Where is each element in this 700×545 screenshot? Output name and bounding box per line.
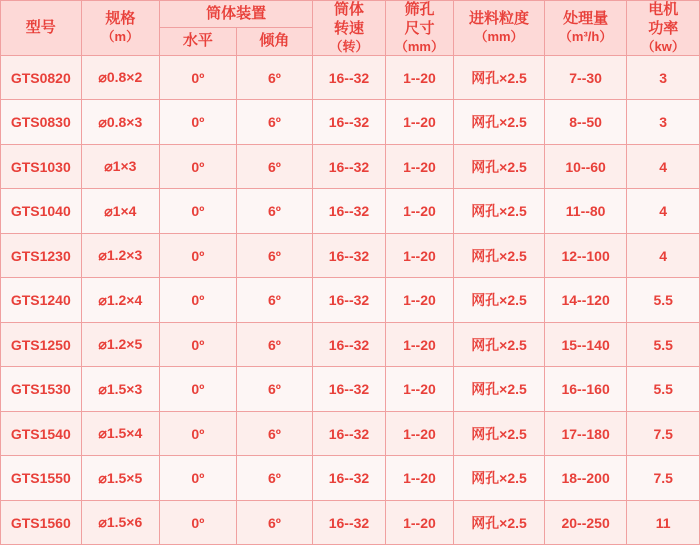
header-cell-model [1, 1, 82, 56]
cell-angle: 6º [236, 55, 313, 100]
table-row [1, 278, 700, 323]
cell-model: GTS0820 [1, 55, 82, 100]
header-mesh-line3: （mm） [394, 38, 444, 54]
table-row [1, 55, 700, 100]
cell-spec: ⌀1.2×3 [81, 233, 160, 278]
header-cell-power [627, 1, 700, 56]
header-cell-mesh [385, 1, 453, 56]
header-feed-line2: （mm） [474, 29, 524, 45]
cell-angle: 6º [236, 100, 313, 145]
cell-angle: 6º [236, 144, 313, 189]
cell-capacity: 7--30 [544, 55, 627, 100]
cell-speed: 16--32 [313, 144, 386, 189]
cell-mesh: 1--20 [385, 322, 453, 367]
header-speed-line3: （转） [329, 38, 369, 54]
cell-mesh: 1--20 [385, 233, 453, 278]
cell-feed: 网孔×2.5 [454, 55, 545, 100]
cell-capacity: 16--160 [544, 367, 627, 412]
header-power-line1: 电机 [648, 1, 679, 18]
table-row [1, 500, 700, 545]
cell-horizontal: 0º [160, 55, 237, 100]
cell-mesh: 1--20 [385, 100, 453, 145]
cell-spec: ⌀1.5×3 [81, 367, 160, 412]
cell-power: 4 [627, 233, 700, 278]
cell-speed: 16--32 [313, 500, 386, 545]
cell-model: GTS1540 [1, 411, 82, 456]
table-row [1, 367, 700, 412]
cell-capacity: 17--180 [544, 411, 627, 456]
header-cell-speed [313, 1, 386, 56]
cell-capacity: 15--140 [544, 322, 627, 367]
cell-mesh: 1--20 [385, 367, 453, 412]
header-drum-group-label: 筒体装置 [206, 4, 267, 22]
header-spec-line1: 规格 [105, 10, 136, 28]
cell-feed: 网孔×2.5 [454, 322, 545, 367]
table-row [1, 189, 700, 234]
header-spec-line2: （m） [101, 29, 140, 45]
table-row [1, 322, 700, 367]
cell-spec: ⌀1.2×4 [81, 278, 160, 323]
cell-capacity: 18--200 [544, 456, 627, 501]
cell-feed: 网孔×2.5 [454, 189, 545, 234]
cell-mesh: 1--20 [385, 456, 453, 501]
cell-angle: 6º [236, 367, 313, 412]
cell-power: 7.5 [627, 411, 700, 456]
table-row [1, 100, 700, 145]
header-cell-drum-group [160, 1, 313, 28]
cell-power: 4 [627, 144, 700, 189]
header-capacity-line2: （m³/h） [558, 29, 613, 45]
cell-capacity: 8--50 [544, 100, 627, 145]
cell-power: 7.5 [627, 456, 700, 501]
cell-speed: 16--32 [313, 100, 386, 145]
cell-speed: 16--32 [313, 189, 386, 234]
header-mesh-line2: 尺寸 [404, 19, 435, 37]
table-row [1, 456, 700, 501]
cell-feed: 网孔×2.5 [454, 456, 545, 501]
cell-horizontal: 0º [160, 322, 237, 367]
cell-mesh: 1--20 [385, 278, 453, 323]
header-cell-feed [454, 1, 545, 56]
header-cell-drum-angle: 倾角 [236, 28, 313, 55]
cell-model: GTS1040 [1, 189, 82, 234]
cell-model: GTS1560 [1, 500, 82, 545]
cell-feed: 网孔×2.5 [454, 367, 545, 412]
header-power-line2: 功率 [648, 19, 679, 37]
cell-angle: 6º [236, 411, 313, 456]
cell-spec: ⌀0.8×2 [81, 55, 160, 100]
header-cell-spec [81, 1, 160, 56]
cell-speed: 16--32 [313, 456, 386, 501]
cell-horizontal: 0º [160, 411, 237, 456]
cell-mesh: 1--20 [385, 55, 453, 100]
cell-speed: 16--32 [313, 367, 386, 412]
cell-power: 4 [627, 189, 700, 234]
cell-model: GTS1530 [1, 367, 82, 412]
table-body [1, 55, 700, 545]
cell-angle: 6º [236, 278, 313, 323]
cell-angle: 6º [236, 322, 313, 367]
cell-model: GTS1550 [1, 456, 82, 501]
cell-feed: 网孔×2.5 [454, 411, 545, 456]
cell-power: 5.5 [627, 367, 700, 412]
cell-speed: 16--32 [313, 411, 386, 456]
cell-mesh: 1--20 [385, 189, 453, 234]
cell-horizontal: 0º [160, 456, 237, 501]
cell-model: GTS1230 [1, 233, 82, 278]
cell-speed: 16--32 [313, 278, 386, 323]
cell-power: 5.5 [627, 322, 700, 367]
cell-spec: ⌀1.5×5 [81, 456, 160, 501]
cell-feed: 网孔×2.5 [454, 100, 545, 145]
table-row [1, 411, 700, 456]
cell-feed: 网孔×2.5 [454, 500, 545, 545]
header-row-top [1, 1, 700, 28]
cell-spec: ⌀1.5×4 [81, 411, 160, 456]
cell-model: GTS1250 [1, 322, 82, 367]
cell-spec: ⌀1×3 [81, 144, 160, 189]
cell-horizontal: 0º [160, 367, 237, 412]
cell-model: GTS0830 [1, 100, 82, 145]
header-feed-line1: 进料粒度 [469, 10, 530, 28]
cell-horizontal: 0º [160, 500, 237, 545]
cell-capacity: 14--120 [544, 278, 627, 323]
cell-power: 11 [627, 500, 700, 545]
cell-speed: 16--32 [313, 233, 386, 278]
cell-angle: 6º [236, 456, 313, 501]
cell-horizontal: 0º [160, 278, 237, 323]
table-row [1, 144, 700, 189]
cell-model: GTS1030 [1, 144, 82, 189]
header-speed-line1: 筒体 [333, 1, 364, 18]
cell-feed: 网孔×2.5 [454, 144, 545, 189]
cell-horizontal: 0º [160, 233, 237, 278]
cell-angle: 6º [236, 189, 313, 234]
cell-horizontal: 0º [160, 144, 237, 189]
cell-power: 3 [627, 100, 700, 145]
cell-mesh: 1--20 [385, 144, 453, 189]
header-cell-capacity [544, 1, 627, 56]
cell-capacity: 11--80 [544, 189, 627, 234]
header-speed-line2: 转速 [333, 19, 364, 37]
cell-capacity: 10--60 [544, 144, 627, 189]
cell-power: 3 [627, 55, 700, 100]
cell-spec: ⌀0.8×3 [81, 100, 160, 145]
header-capacity-line1: 处理量 [563, 10, 609, 28]
header-mesh-line1: 筛孔 [404, 1, 435, 18]
cell-spec: ⌀1×4 [81, 189, 160, 234]
cell-mesh: 1--20 [385, 411, 453, 456]
cell-model: GTS1240 [1, 278, 82, 323]
header-cell-drum-horizontal: 水平 [160, 28, 237, 55]
cell-horizontal: 0º [160, 189, 237, 234]
cell-capacity: 12--100 [544, 233, 627, 278]
cell-mesh: 1--20 [385, 500, 453, 545]
cell-angle: 6º [236, 233, 313, 278]
cell-horizontal: 0º [160, 100, 237, 145]
cell-spec: ⌀1.2×5 [81, 322, 160, 367]
cell-spec: ⌀1.5×6 [81, 500, 160, 545]
table-header [1, 1, 700, 56]
cell-speed: 16--32 [313, 322, 386, 367]
cell-angle: 6º [236, 500, 313, 545]
cell-feed: 网孔×2.5 [454, 278, 545, 323]
header-model-line1: 型号 [25, 18, 56, 36]
cell-capacity: 20--250 [544, 500, 627, 545]
cell-speed: 16--32 [313, 55, 386, 100]
cell-feed: 网孔×2.5 [454, 233, 545, 278]
header-power-line3: （kw） [641, 38, 685, 54]
table-row [1, 233, 700, 278]
cell-power: 5.5 [627, 278, 700, 323]
